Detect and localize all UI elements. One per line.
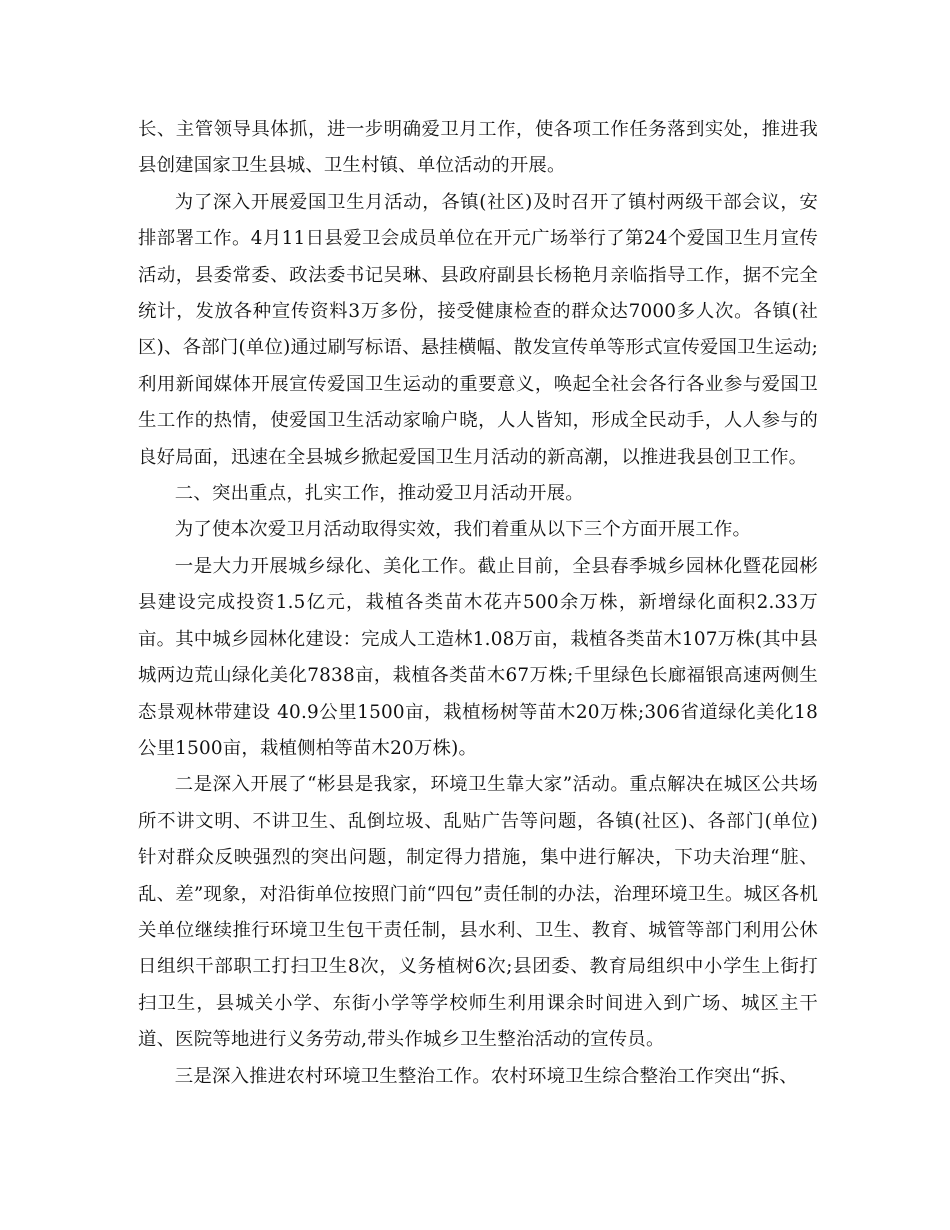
paragraph: 三是深入推进农村环境卫生整治工作。农村环境卫生综合整治工作突出“拆、 [174,1065,798,1087]
paragraph: 为了深入开展爱国卫生月活动，各镇(社区)及时召开了镇村两级干部会议，安排部署工作。4月11日县爱卫会成员单位在开元广场举行了第24个爱国卫生月宣传活动，县委常委、政法委书记吴琳、县政府副县长杨艳月亲临指导工作，据不完全统计，发放各种宣传资料3万多份，接受健康检查的群众达7000多人次。各镇(社区)、各部门(单位)通过刷写标语、悬挂横幅、散发宣传单等形式宣传爱国卫生运动;利用新闻媒体开展宣传爱国卫生运动的重要意义，唤起全社会各行各业参与爱国卫生工作的热情，使爱国卫生活动家喻户晓，人人皆知，形成全民动手，人人参与的良好局面，迅速在全县城乡掀起爱国卫生月活动的新高潮，以推进我县创卫工作。 [138,191,818,468]
paragraph: 二是深入开展了“彬县是我家，环境卫生靠大家”活动。重点解决在城区公共场所不讲文明、不讲卫生、乱倒垃圾、乱贴广告等问题，各镇(社区)、各部门(单位)针对群众反映强烈的突出问题，制定得力措施，集中进行解决，下功夫治理“脏、乱、差”现象，对沿街单位按照门前“四包”责任制的办法，治理环境卫生。城区各机关单位继续推行环境卫生包干责任制，县水利、卫生、教育、城管等部门利用公休日组织干部职工打扫卫生8次，义务植树6次;县团委、教育局组织中小学生上街打扫卫生，县城关小学、东街小学等学校师生利用课余时间进入到广场、城区主干道、医院等地进行义务劳动,带头作城乡卫生整治活动的宣传员。 [138,774,818,1051]
paragraph: 一是大力开展城乡绿化、美化工作。截止目前，全县春季城乡园林化暨花园彬县建设完成投资1.5亿元，栽植各类苗木花卉500余万株，新增绿化面积2.33万亩。其中城乡园林化建设：完成人工造林1.08万亩，栽植各类苗木107万株(其中县城两边荒山绿化美化7838亩，栽植各类苗木67万株;千里绿色长廊福银高速两侧生态景观林带建设 40.9公里1500亩，栽植杨树等苗木20万株;306省道绿化美化18公里1500亩，栽植侧柏等苗木20万株)。 [138,555,818,759]
paragraph: 为了使本次爱卫月活动取得实效，我们着重从以下三个方面开展工作。 [174,519,752,541]
document-body [138,112,818,1095]
section-heading: 二、突出重点，扎实工作，推动爱卫月活动开展。 [174,483,584,505]
paragraph: 长、主管领导具体抓，进一步明确爱卫月工作，使各项工作任务落到实处，推进我县创建国家卫生县城、卫生村镇、单位活动的开展。 [138,119,818,177]
